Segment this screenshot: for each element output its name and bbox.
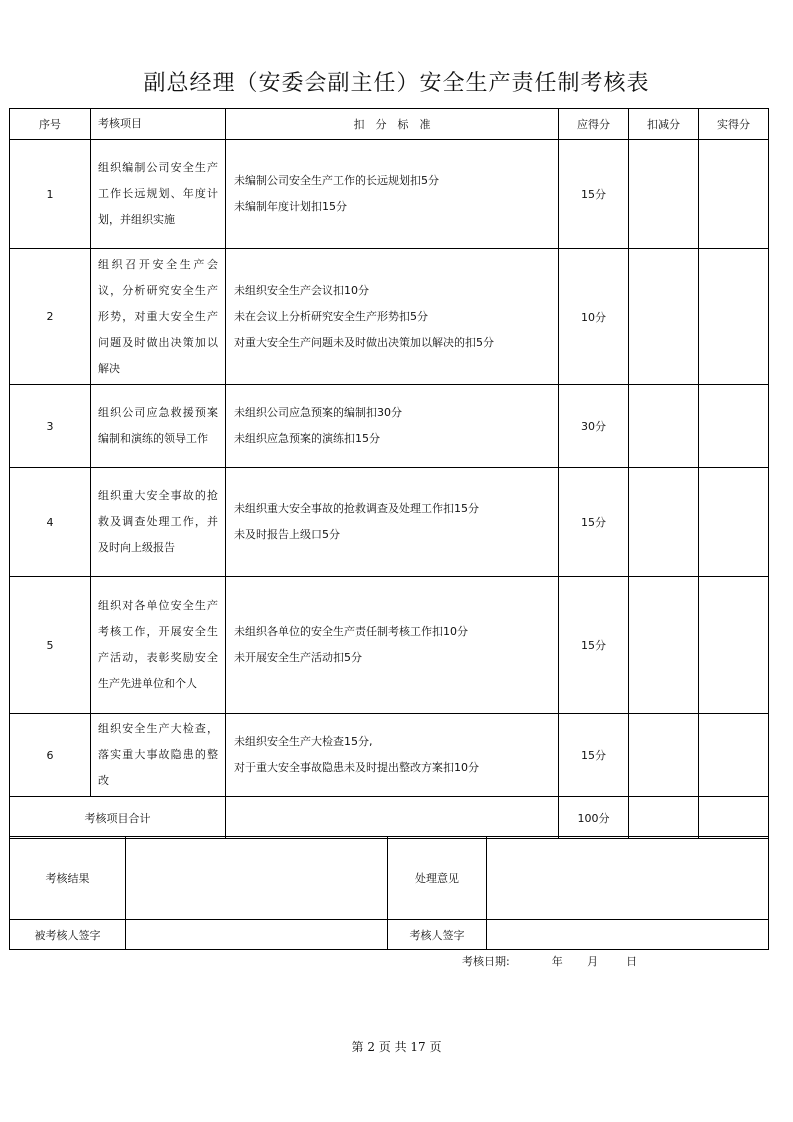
row-item: 组织召开安全生产会议，分析研究安全生产形势，对重大安全生产问题及时做出决策加以解决 — [91, 249, 226, 385]
row-actual-cell[interactable] — [699, 140, 769, 249]
row-due-score: 15分 — [559, 577, 629, 714]
row-deduct-cell[interactable] — [629, 249, 699, 385]
assessment-table — [9, 108, 769, 839]
row-standards — [226, 249, 559, 385]
table-header-row — [10, 109, 769, 140]
row-standards — [226, 468, 559, 577]
standard-line: 未在会议上分析研究安全生产形势扣5分 — [234, 309, 428, 323]
table-row — [10, 140, 769, 249]
row-seq: 1 — [10, 140, 91, 249]
standard-line: 未组织公司应急预案的编制扣30分 — [234, 406, 402, 419]
row-due-score: 10分 — [559, 249, 629, 385]
standard-line: 未组织应急预案的演练扣15分 — [234, 432, 380, 445]
examiner-sign-field[interactable] — [487, 920, 769, 950]
date-month: 月 — [587, 955, 599, 968]
result-label: 考核结果 — [10, 837, 126, 920]
header-due-score: 应得分 — [559, 109, 629, 140]
row-seq: 4 — [10, 468, 91, 577]
header-item: 考核项目 — [91, 109, 226, 140]
opinion-field[interactable] — [487, 837, 769, 920]
row-seq: 3 — [10, 385, 91, 468]
standard-line: 对重大安全生产问题未及时做出决策加以解决的扣5分 — [234, 335, 494, 349]
row-actual-cell[interactable] — [699, 577, 769, 714]
header-seq: 序号 — [10, 109, 91, 140]
header-actual-score: 实得分 — [699, 109, 769, 140]
total-row — [10, 797, 769, 839]
row-deduct-cell[interactable] — [629, 714, 699, 797]
row-due-score: 15分 — [559, 468, 629, 577]
header-standard: 扣 分 标 准 — [226, 109, 559, 140]
row-standards — [226, 577, 559, 714]
standard-line: 未组织安全生产大检查15分, — [234, 735, 373, 748]
row-standards — [226, 385, 559, 468]
row-item: 组织公司应急救援预案编制和演练的领导工作 — [91, 385, 226, 468]
page-title: 副总经理（安委会副主任）安全生产责任制考核表 — [143, 71, 650, 96]
row-deduct-cell[interactable] — [629, 468, 699, 577]
row-seq: 5 — [10, 577, 91, 714]
row-item: 组织编制公司安全生产工作长远规划、年度计划，并组织实施 — [91, 140, 226, 249]
standard-line: 未编制公司安全生产工作的长远规划扣5分 — [234, 174, 439, 187]
total-standard-cell — [226, 797, 559, 839]
row-seq: 2 — [10, 249, 91, 385]
row-standards — [226, 140, 559, 249]
date-day: 日 — [626, 955, 638, 968]
row-actual-cell[interactable] — [699, 468, 769, 577]
row-deduct-cell[interactable] — [629, 140, 699, 249]
opinion-label: 处理意见 — [388, 837, 487, 920]
result-row — [10, 837, 769, 920]
row-deduct-cell[interactable] — [629, 577, 699, 714]
table-row — [10, 468, 769, 577]
row-actual-cell[interactable] — [699, 249, 769, 385]
table-row — [10, 577, 769, 714]
row-item: 组织重大安全事故的抢救及调查处理工作，并及时向上级报告 — [91, 468, 226, 577]
row-item: 组织对各单位安全生产考核工作，开展安全生产活动，表彰奖励安全生产先进单位和个人 — [91, 577, 226, 714]
table-row — [10, 385, 769, 468]
date-year: 年 — [551, 955, 563, 968]
row-due-score: 30分 — [559, 385, 629, 468]
examiner-sign-label: 考核人签字 — [388, 920, 487, 950]
assessment-date-line — [462, 953, 637, 969]
row-item: 组织安全生产大检查，落实重大事故隐患的整改 — [91, 714, 226, 797]
row-actual-cell[interactable] — [699, 385, 769, 468]
total-label: 考核项目合计 — [10, 797, 226, 839]
total-score: 100分 — [559, 797, 629, 839]
summary-table — [9, 836, 769, 950]
examinee-sign-label: 被考核人签字 — [10, 920, 126, 950]
row-deduct-cell[interactable] — [629, 385, 699, 468]
signature-row — [10, 920, 769, 950]
standard-line: 未及时报告上级口5分 — [234, 528, 340, 541]
standard-line: 未组织重大安全事故的抢救调查及处理工作扣15分 — [234, 502, 479, 515]
standard-line: 未编制年度计划扣15分 — [234, 200, 347, 213]
total-actual-cell[interactable] — [699, 797, 769, 839]
row-seq: 6 — [10, 714, 91, 797]
standard-line: 未组织安全生产会议扣10分 — [234, 283, 369, 297]
table-row — [10, 249, 769, 385]
standard-line: 未开展安全生产活动扣5分 — [234, 651, 362, 664]
total-deduct-cell[interactable] — [629, 797, 699, 839]
standard-line: 未组织各单位的安全生产责任制考核工作扣10分 — [234, 625, 468, 638]
examinee-sign-field[interactable] — [126, 920, 388, 950]
row-due-score: 15分 — [559, 714, 629, 797]
result-field[interactable] — [126, 837, 388, 920]
page-number: 第 2 页 共 17 页 — [351, 1040, 442, 1054]
header-deduct-score: 扣减分 — [629, 109, 699, 140]
row-actual-cell[interactable] — [699, 714, 769, 797]
row-due-score: 15分 — [559, 140, 629, 249]
date-label: 考核日期: — [462, 955, 510, 968]
standard-line: 对于重大安全事故隐患未及时提出整改方案扣10分 — [234, 761, 479, 774]
table-row — [10, 714, 769, 797]
row-standards — [226, 714, 559, 797]
